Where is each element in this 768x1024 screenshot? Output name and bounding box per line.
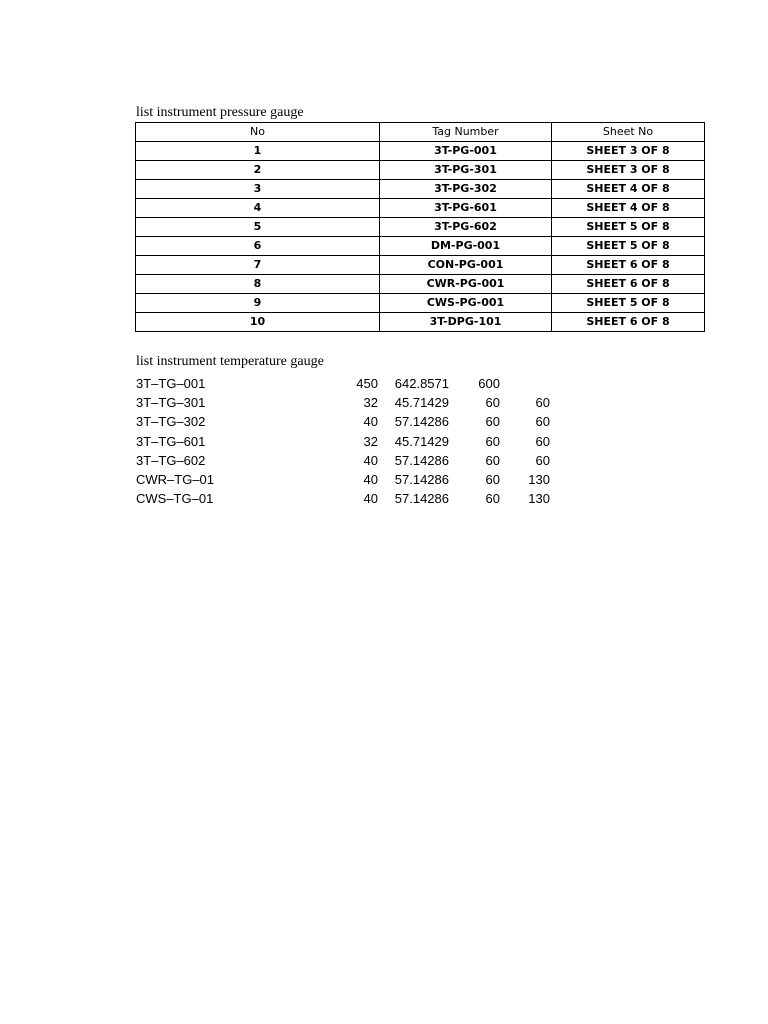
temperature-value-1: 40: [363, 414, 378, 430]
cell-sheet-no: SHEET 5 OF 8: [552, 237, 705, 256]
list-item: [136, 451, 556, 470]
temperature-tag-number: 3T–TG–602: [136, 452, 206, 468]
temperature-value-4: 60: [535, 452, 550, 468]
temperature-value-2: 57.14286: [394, 471, 449, 487]
cell-no: 1: [136, 142, 380, 161]
temperature-value-1: 40: [363, 471, 378, 487]
cell-tag-number: 3T-PG-301: [380, 161, 552, 180]
temperature-tag-number: 3T–TG–601: [136, 433, 206, 449]
temperature-gauge-caption: list instrument temperature gauge: [136, 354, 324, 369]
temperature-tag-number: 3T–TG–301: [136, 395, 206, 411]
list-item: [136, 412, 556, 431]
cell-sheet-no: SHEET 4 OF 8: [552, 180, 705, 199]
cell-tag-number: DM-PG-001: [380, 237, 552, 256]
temperature-value-3: 60: [485, 414, 500, 430]
cell-sheet-no: SHEET 5 OF 8: [552, 294, 705, 313]
temperature-value-4: 60: [535, 414, 550, 430]
list-item: [136, 489, 556, 508]
cell-tag-number: 3T-PG-001: [380, 142, 552, 161]
cell-tag-number: 3T-PG-602: [380, 218, 552, 237]
list-item: [136, 470, 556, 489]
cell-sheet-no: SHEET 3 OF 8: [552, 161, 705, 180]
cell-no: 7: [136, 256, 380, 275]
table-row: [136, 313, 705, 332]
column-header-no: No: [136, 123, 380, 142]
list-item: [136, 393, 556, 412]
table-row: [136, 237, 705, 256]
table-header-row: [136, 123, 705, 142]
cell-sheet-no: SHEET 6 OF 8: [552, 256, 705, 275]
temperature-value-4: 130: [528, 471, 550, 487]
temperature-value-2: 45.71429: [394, 395, 449, 411]
cell-tag-number: CWS-PG-001: [380, 294, 552, 313]
table-row: [136, 199, 705, 218]
list-item: [136, 374, 556, 393]
cell-sheet-no: SHEET 6 OF 8: [552, 313, 705, 332]
pressure-gauge-table: [135, 122, 705, 332]
temperature-value-3: 60: [485, 452, 500, 468]
cell-sheet-no: SHEET 5 OF 8: [552, 218, 705, 237]
temperature-tag-number: CWS–TG–01: [136, 491, 214, 507]
cell-no: 2: [136, 161, 380, 180]
temperature-value-2: 45.71429: [394, 433, 449, 449]
cell-tag-number: CON-PG-001: [380, 256, 552, 275]
temperature-tag-number: 3T–TG–302: [136, 414, 206, 430]
temperature-tag-number: 3T–TG–001: [136, 376, 206, 391]
temperature-value-3: 60: [485, 433, 500, 449]
table-row: [136, 256, 705, 275]
temperature-value-1: 450: [356, 376, 378, 391]
temperature-value-4: 60: [535, 433, 550, 449]
temperature-value-2: 642.8571: [394, 376, 449, 391]
cell-no: 8: [136, 275, 380, 294]
cell-sheet-no: SHEET 4 OF 8: [552, 199, 705, 218]
temperature-value-2: 57.14286: [394, 452, 449, 468]
temperature-value-3: 60: [485, 395, 500, 411]
temperature-value-4: 130: [528, 491, 550, 507]
temperature-value-1: 32: [363, 395, 378, 411]
cell-tag-number: CWR-PG-001: [380, 275, 552, 294]
cell-no: 3: [136, 180, 380, 199]
cell-tag-number: 3T-PG-302: [380, 180, 552, 199]
temperature-value-2: 57.14286: [394, 491, 449, 507]
temperature-value-1: 32: [363, 433, 378, 449]
table-row: [136, 218, 705, 237]
pressure-gauge-caption: list instrument pressure gauge: [136, 105, 304, 120]
temperature-gauge-list: [136, 374, 556, 508]
cell-sheet-no: SHEET 6 OF 8: [552, 275, 705, 294]
cell-tag-number: 3T-PG-601: [380, 199, 552, 218]
table-row: [136, 180, 705, 199]
cell-no: 6: [136, 237, 380, 256]
cell-sheet-no: SHEET 3 OF 8: [552, 142, 705, 161]
table-row: [136, 275, 705, 294]
cell-no: 4: [136, 199, 380, 218]
table-row: [136, 294, 705, 313]
temperature-value-3: 60: [485, 471, 500, 487]
table-row: [136, 142, 705, 161]
column-header-sheet-no: Sheet No: [552, 123, 705, 142]
table-row: [136, 161, 705, 180]
temperature-value-3: 600: [478, 376, 500, 391]
temperature-value-4: 60: [535, 395, 550, 411]
temperature-tag-number: CWR–TG–01: [136, 471, 215, 487]
temperature-value-3: 60: [485, 491, 500, 507]
list-item: [136, 432, 556, 451]
cell-no: 10: [136, 313, 380, 332]
cell-no: 5: [136, 218, 380, 237]
temperature-value-2: 57.14286: [394, 414, 449, 430]
column-header-tag-number: Tag Number: [380, 123, 552, 142]
cell-tag-number: 3T-DPG-101: [380, 313, 552, 332]
temperature-value-1: 40: [363, 491, 378, 507]
cell-no: 9: [136, 294, 380, 313]
temperature-value-1: 40: [363, 452, 378, 468]
